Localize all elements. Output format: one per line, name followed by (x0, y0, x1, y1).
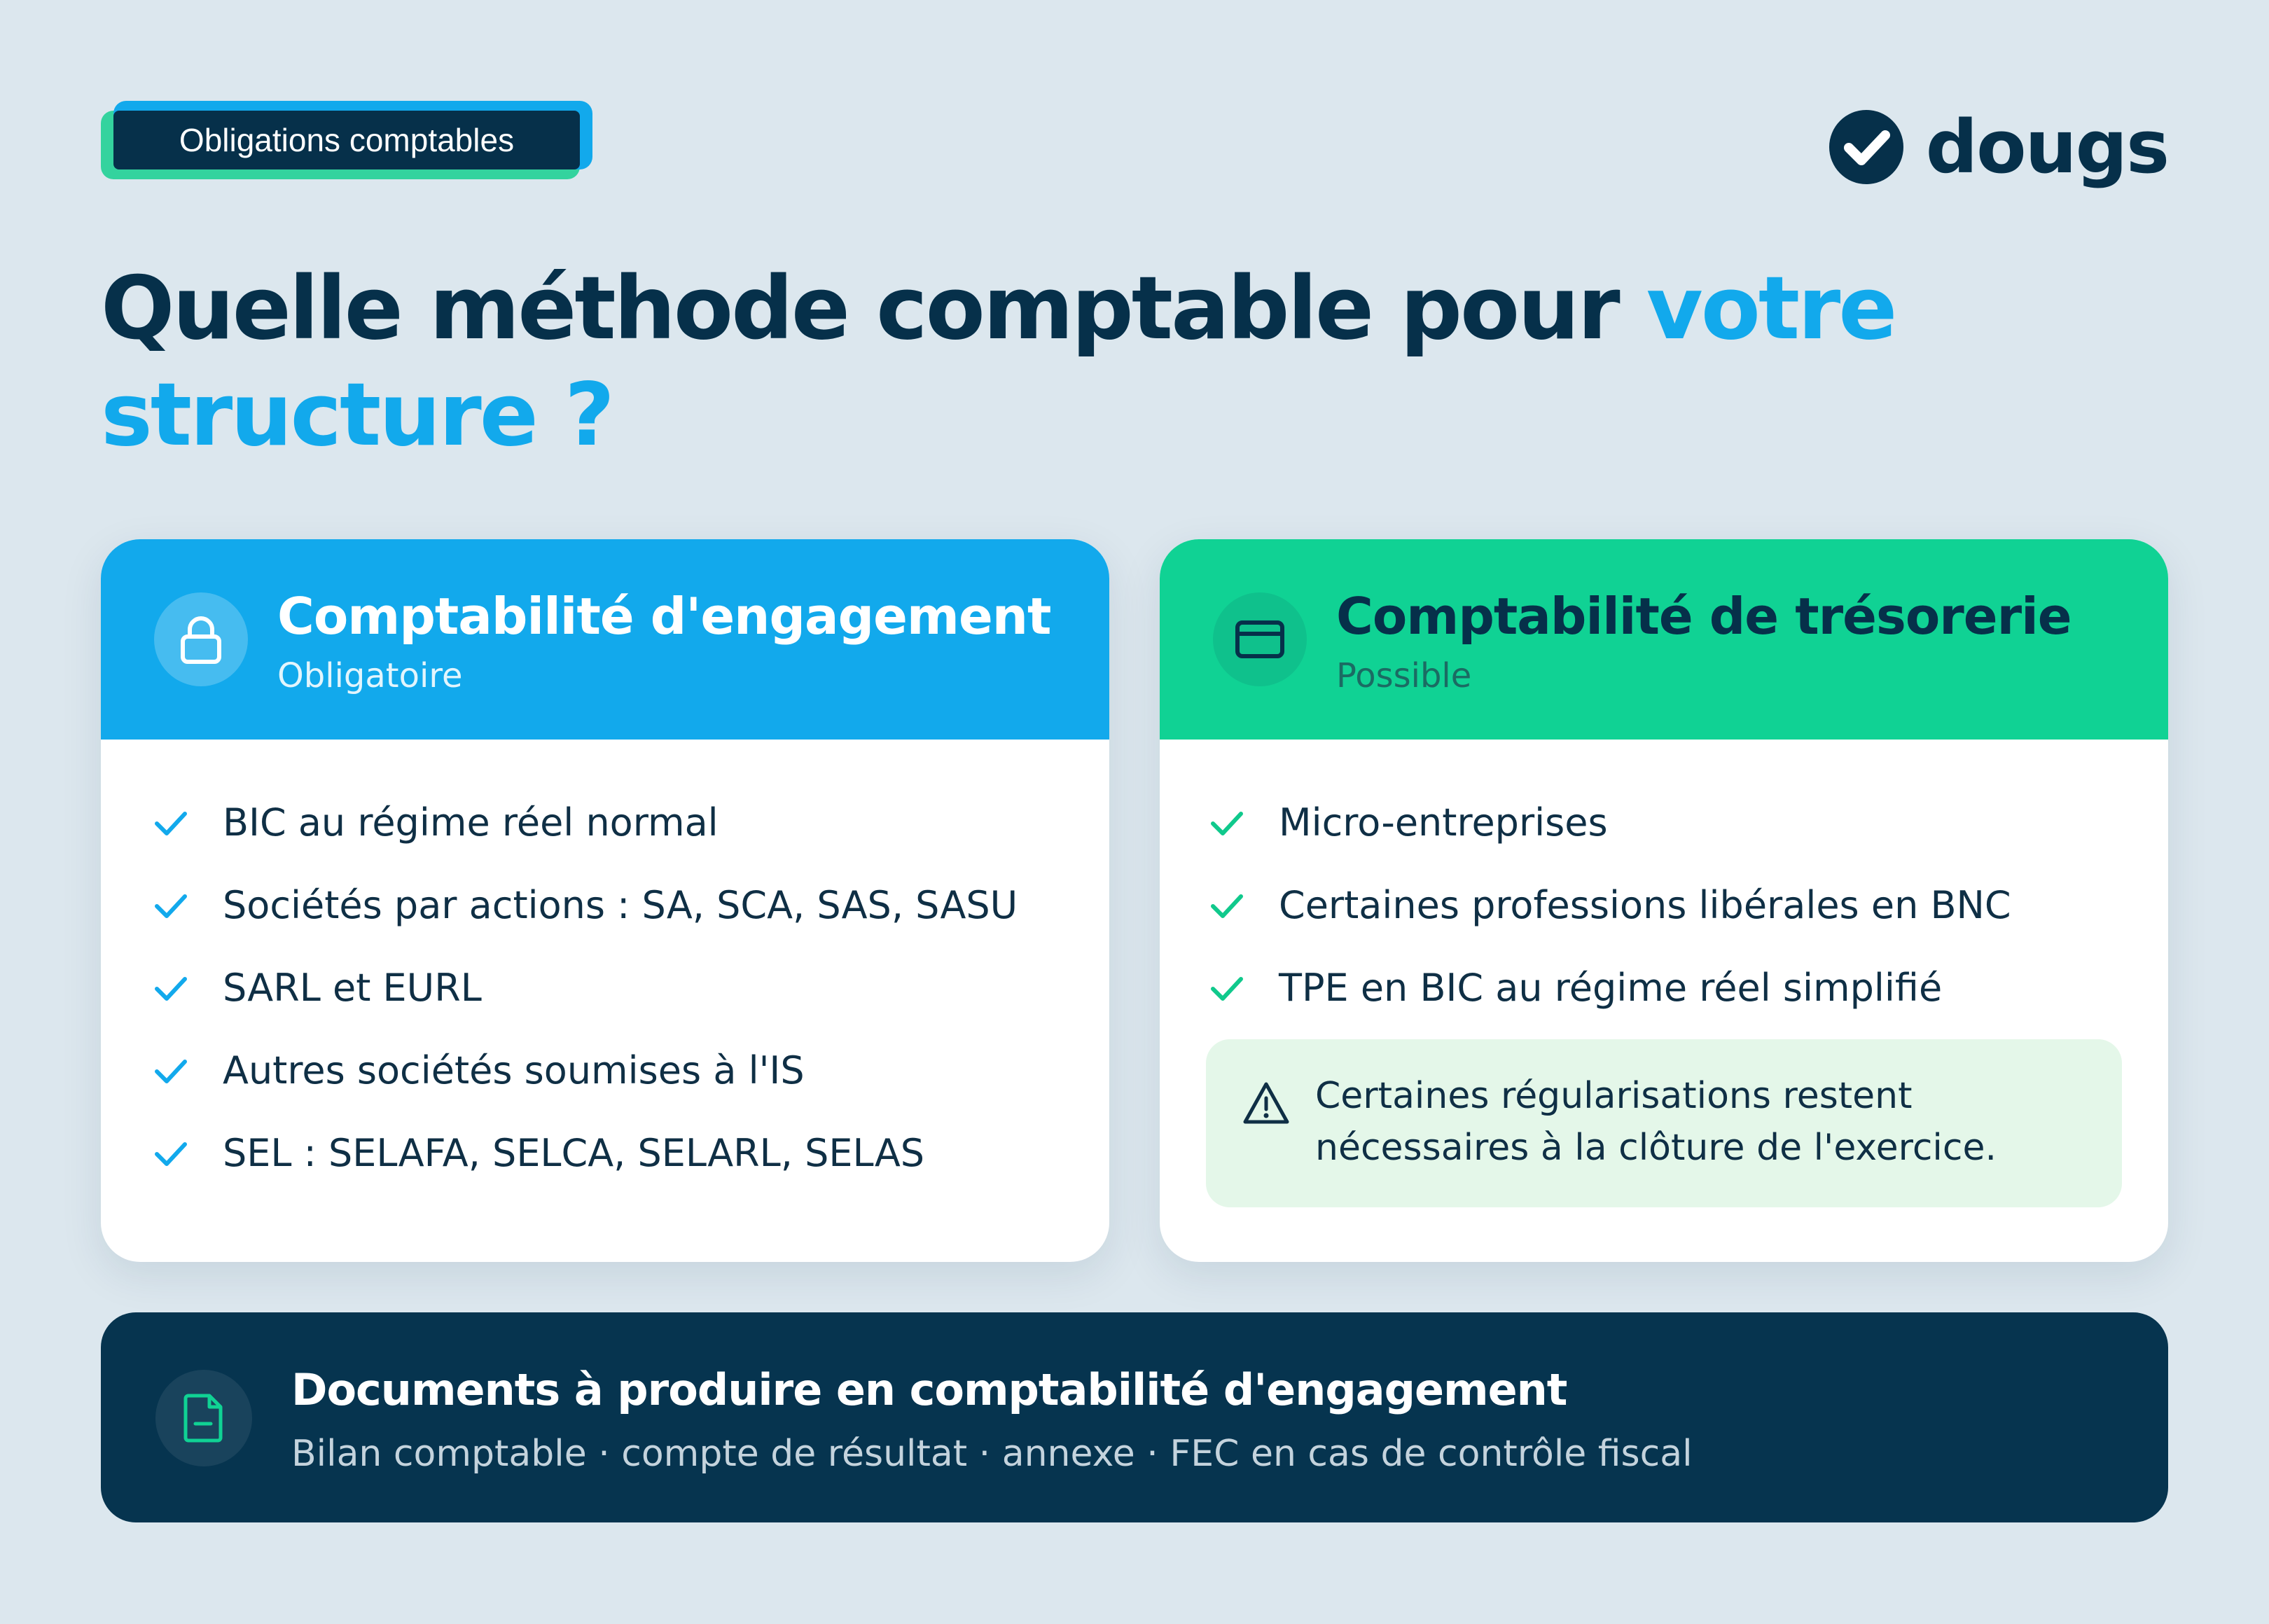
check-icon (1206, 967, 1248, 1009)
list-item (150, 791, 719, 854)
check-icon (150, 1132, 192, 1174)
check-circle-icon (1828, 109, 1905, 186)
documents-banner (101, 1312, 2168, 1522)
title-main: Quelle méthode comptable pour (101, 258, 1646, 359)
list-item (1206, 874, 2011, 937)
list-item (150, 957, 482, 1020)
document-icon (155, 1370, 252, 1466)
note-text: Certaines régularisations restent nécessaires à la clôture de l'exercice. (1315, 1075, 1997, 1169)
list-item-label: Autres sociétés soumises à l'IS (223, 1048, 805, 1092)
list-item (150, 1122, 924, 1185)
list-item-label: Micro-entreprises (1279, 800, 1608, 845)
list-item-label: Sociétés par actions : SA, SCA, SAS, SASU (223, 883, 1018, 927)
card-header (1160, 539, 2168, 740)
list-item (150, 1039, 805, 1102)
card-header (101, 539, 1109, 740)
warning-icon (1242, 1080, 1290, 1127)
check-icon (1206, 802, 1248, 844)
tag-label: Obligations comptables (113, 111, 580, 169)
lock-icon (154, 592, 248, 686)
info-note (1206, 1039, 2122, 1207)
list-item (150, 874, 1018, 937)
brand-logo (1828, 105, 2168, 189)
check-icon (1206, 884, 1248, 926)
list-item (1206, 957, 1942, 1020)
list-item-label: TPE en BIC au régime réel simplifié (1279, 966, 1943, 1010)
card-subtitle: Possible (1336, 656, 1472, 695)
list-item (1206, 791, 1608, 854)
title-accent: votre structure ? (101, 258, 1896, 466)
check-icon (150, 1050, 192, 1092)
credit-card-icon (1213, 592, 1307, 686)
card-tresorerie (1160, 539, 2168, 1262)
list-item-label: SEL : SELAFA, SELCA, SELARL, SELAS (223, 1131, 925, 1175)
check-icon (150, 884, 192, 926)
card-title: Comptabilité de trésorerie (1336, 587, 2072, 646)
card-title: Comptabilité d'engagement (277, 587, 1051, 646)
list-item-label: BIC au régime réel normal (223, 800, 719, 845)
category-tag (101, 101, 592, 179)
list-item-label: SARL et EURL (223, 966, 482, 1010)
logo-wordmark: dougs (1925, 104, 2168, 190)
check-icon (150, 967, 192, 1009)
page-title (101, 256, 2062, 469)
list-item-label: Certaines professions libérales en BNC (1279, 883, 2011, 927)
banner-title: Documents à produire en comptabilité d'engagement (291, 1364, 1567, 1415)
check-icon (150, 802, 192, 844)
card-subtitle: Obligatoire (277, 656, 463, 695)
banner-subtitle: Bilan comptable · compte de résultat · annexe · FEC en cas de contrôle fiscal (291, 1433, 1693, 1475)
card-engagement (101, 539, 1109, 1262)
